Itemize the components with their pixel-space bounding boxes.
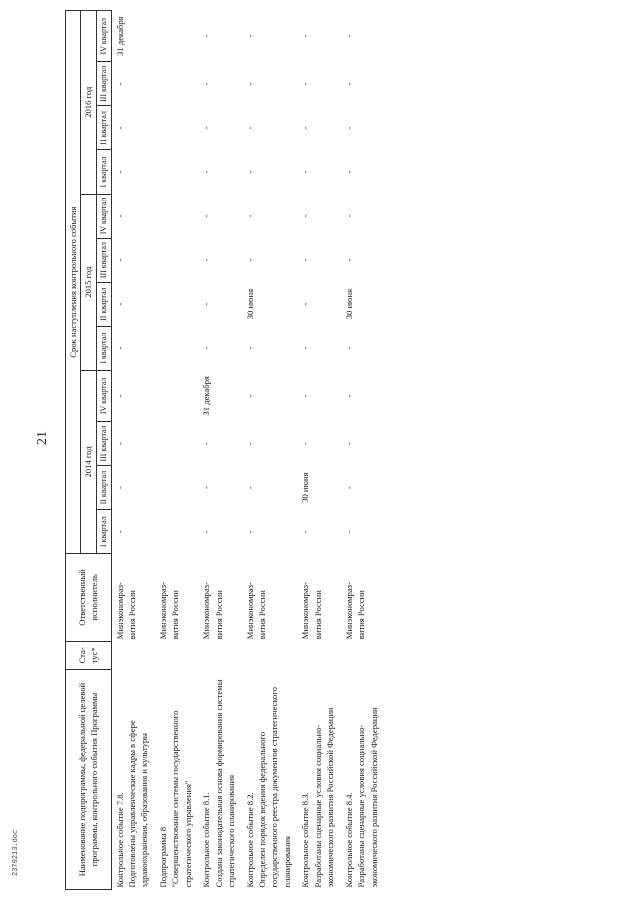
table-row — [242, 11, 298, 890]
quarter-cell: - — [343, 258, 354, 262]
quarter-cell: - — [343, 442, 354, 446]
quarter-cell: 30 июня — [343, 288, 354, 320]
header-year: 2014 год — [81, 370, 96, 553]
quarter-cell: - — [300, 82, 311, 86]
quarter-cell: - — [244, 486, 255, 490]
quarter-cell: - — [244, 126, 255, 130]
quarter-cell — [155, 11, 198, 62]
row-name: Контрольное событие 8.1. Создана законодательная основа формирования системы стратегического планирования — [201, 679, 237, 888]
quarter-cell — [155, 194, 198, 238]
quarter-cell: - — [343, 346, 354, 350]
quarter-cell: - — [201, 170, 212, 174]
header-quarter: I квартал — [96, 150, 111, 194]
quarter-cell — [155, 238, 198, 282]
quarter-cell: - — [300, 34, 311, 38]
quarter-cell: - — [244, 258, 255, 262]
header-quarter: III квартал — [96, 238, 111, 282]
row-name: Контрольное событие 8.3. Разработаны сценарные условия социально-экономического развития Российской Федерации — [300, 707, 336, 888]
quarter-cell: - — [300, 214, 311, 218]
header-quarter: IV квартал — [96, 194, 111, 238]
quarter-cell: - — [244, 394, 255, 398]
rotated-table-container — [65, 10, 560, 890]
quarter-cell: - — [343, 170, 354, 174]
row-status — [242, 641, 298, 669]
quarter-cell — [155, 510, 198, 554]
document-filename: 2370213.doc — [12, 829, 20, 876]
quarter-cell: - — [300, 302, 311, 306]
quarter-cell: - — [201, 34, 212, 38]
quarter-cell: - — [244, 530, 255, 534]
header-responsible: Ответственный исполнитель — [66, 554, 112, 642]
quarter-cell: - — [244, 346, 255, 350]
row-responsible: Минэкономраз- вития России — [300, 582, 323, 640]
quarter-cell: - — [300, 530, 311, 534]
quarter-cell — [155, 282, 198, 326]
table-row — [198, 11, 241, 890]
page-number: 21 — [35, 431, 50, 445]
header-year: 2016 год — [81, 11, 96, 195]
quarter-cell: - — [114, 486, 125, 490]
table-row — [297, 11, 340, 890]
quarter-cell: - — [244, 170, 255, 174]
quarter-cell: - — [114, 170, 125, 174]
row-responsible: Минэкономраз- вития России — [157, 582, 181, 640]
quarter-cell: - — [114, 82, 125, 86]
header-quarter: II квартал — [96, 106, 111, 150]
row-responsible: Минэкономраз- вития России — [244, 582, 268, 640]
quarter-cell: - — [343, 214, 354, 218]
quarter-cell: - — [201, 258, 212, 262]
row-status — [155, 641, 198, 669]
table-row — [111, 11, 155, 890]
quarter-cell: - — [201, 82, 212, 86]
quarter-cell: - — [114, 258, 125, 262]
row-name: Контрольное событие 8.4. Разработаны сценарные условия социально-экономического развития Российской Федерации — [343, 707, 379, 888]
quarter-cell: - — [244, 34, 255, 38]
quarter-cell: 30 июня — [300, 472, 311, 503]
quarter-cell: - — [300, 394, 311, 398]
header-quarter: II квартал — [96, 466, 111, 510]
control-events-table — [65, 10, 384, 890]
quarter-cell: - — [244, 214, 255, 218]
quarter-cell: - — [300, 442, 311, 446]
quarter-cell — [155, 466, 198, 510]
quarter-cell — [155, 150, 198, 194]
header-quarter: IV квартал — [96, 370, 111, 421]
header-name: Наименование подпрограммы, федеральной целевой программы, контрольного события Программы — [66, 670, 112, 890]
quarter-cell — [155, 370, 198, 421]
quarter-cell: - — [114, 442, 125, 446]
quarter-cell: - — [343, 126, 354, 130]
quarter-cell: - — [244, 82, 255, 86]
quarter-cell: - — [343, 486, 354, 490]
table-row — [341, 11, 384, 890]
quarter-cell: - — [300, 346, 311, 350]
quarter-cell: - — [244, 442, 255, 446]
row-status — [341, 641, 384, 669]
row-name: Подпрограмма 8 "Совершенствование системы государственного стратегического управления" — [157, 710, 193, 888]
header-deadline: Срок наступления контрольного события — [66, 11, 81, 554]
row-name: Контрольное событие 8.2. Определен порядок ведения федерального государственного реестра документов стратегического планирования — [244, 687, 292, 888]
quarter-cell: - — [201, 530, 212, 534]
quarter-cell — [155, 326, 198, 370]
quarter-cell: - — [201, 214, 212, 218]
quarter-cell: - — [114, 302, 125, 306]
quarter-cell: - — [343, 394, 354, 398]
quarter-cell: - — [201, 486, 212, 490]
quarter-cell: - — [343, 82, 354, 86]
header-quarter: IV квартал — [96, 11, 111, 62]
row-status — [111, 641, 155, 669]
header-year: 2015 год — [81, 194, 96, 370]
quarter-cell — [155, 422, 198, 466]
quarter-cell: 30 июня — [244, 288, 255, 320]
quarter-cell: - — [300, 126, 311, 130]
quarter-cell: - — [201, 442, 212, 446]
row-status — [297, 641, 340, 669]
quarter-cell: - — [201, 126, 212, 130]
quarter-cell: - — [343, 530, 354, 534]
quarter-cell: - — [343, 34, 354, 38]
quarter-cell: - — [114, 530, 125, 534]
row-responsible: Минэкономраз- вития России — [343, 582, 367, 640]
quarter-cell: - — [114, 126, 125, 130]
quarter-cell: - — [201, 302, 212, 306]
row-responsible: Минэкономраз- вития России — [114, 582, 137, 640]
quarter-cell: - — [114, 346, 125, 350]
header-quarter: I квартал — [96, 326, 111, 370]
quarter-cell: - — [300, 258, 311, 262]
quarter-cell: - — [114, 214, 125, 218]
quarter-cell: - — [114, 394, 125, 398]
quarter-cell: - — [300, 170, 311, 174]
quarter-cell — [155, 62, 198, 106]
header-quarter: II квартал — [96, 282, 111, 326]
quarter-cell: - — [201, 346, 212, 350]
header-quarter: III квартал — [96, 422, 111, 466]
quarter-cell: 31 декабря — [114, 16, 125, 56]
table-row — [155, 11, 198, 890]
row-status — [198, 641, 241, 669]
header-status: Ста-тус* — [66, 641, 112, 669]
quarter-cell: 31 декабря — [201, 376, 212, 416]
header-quarter: I квартал — [96, 510, 111, 554]
row-responsible: Минэкономраз- вития России — [201, 582, 224, 640]
quarter-cell — [155, 106, 198, 150]
row-name: Контрольное событие 7.8. Подготовлены управленческие кадры в сфере здравоохранения, образования и культуры — [114, 720, 150, 888]
header-quarter: III квартал — [96, 62, 111, 106]
